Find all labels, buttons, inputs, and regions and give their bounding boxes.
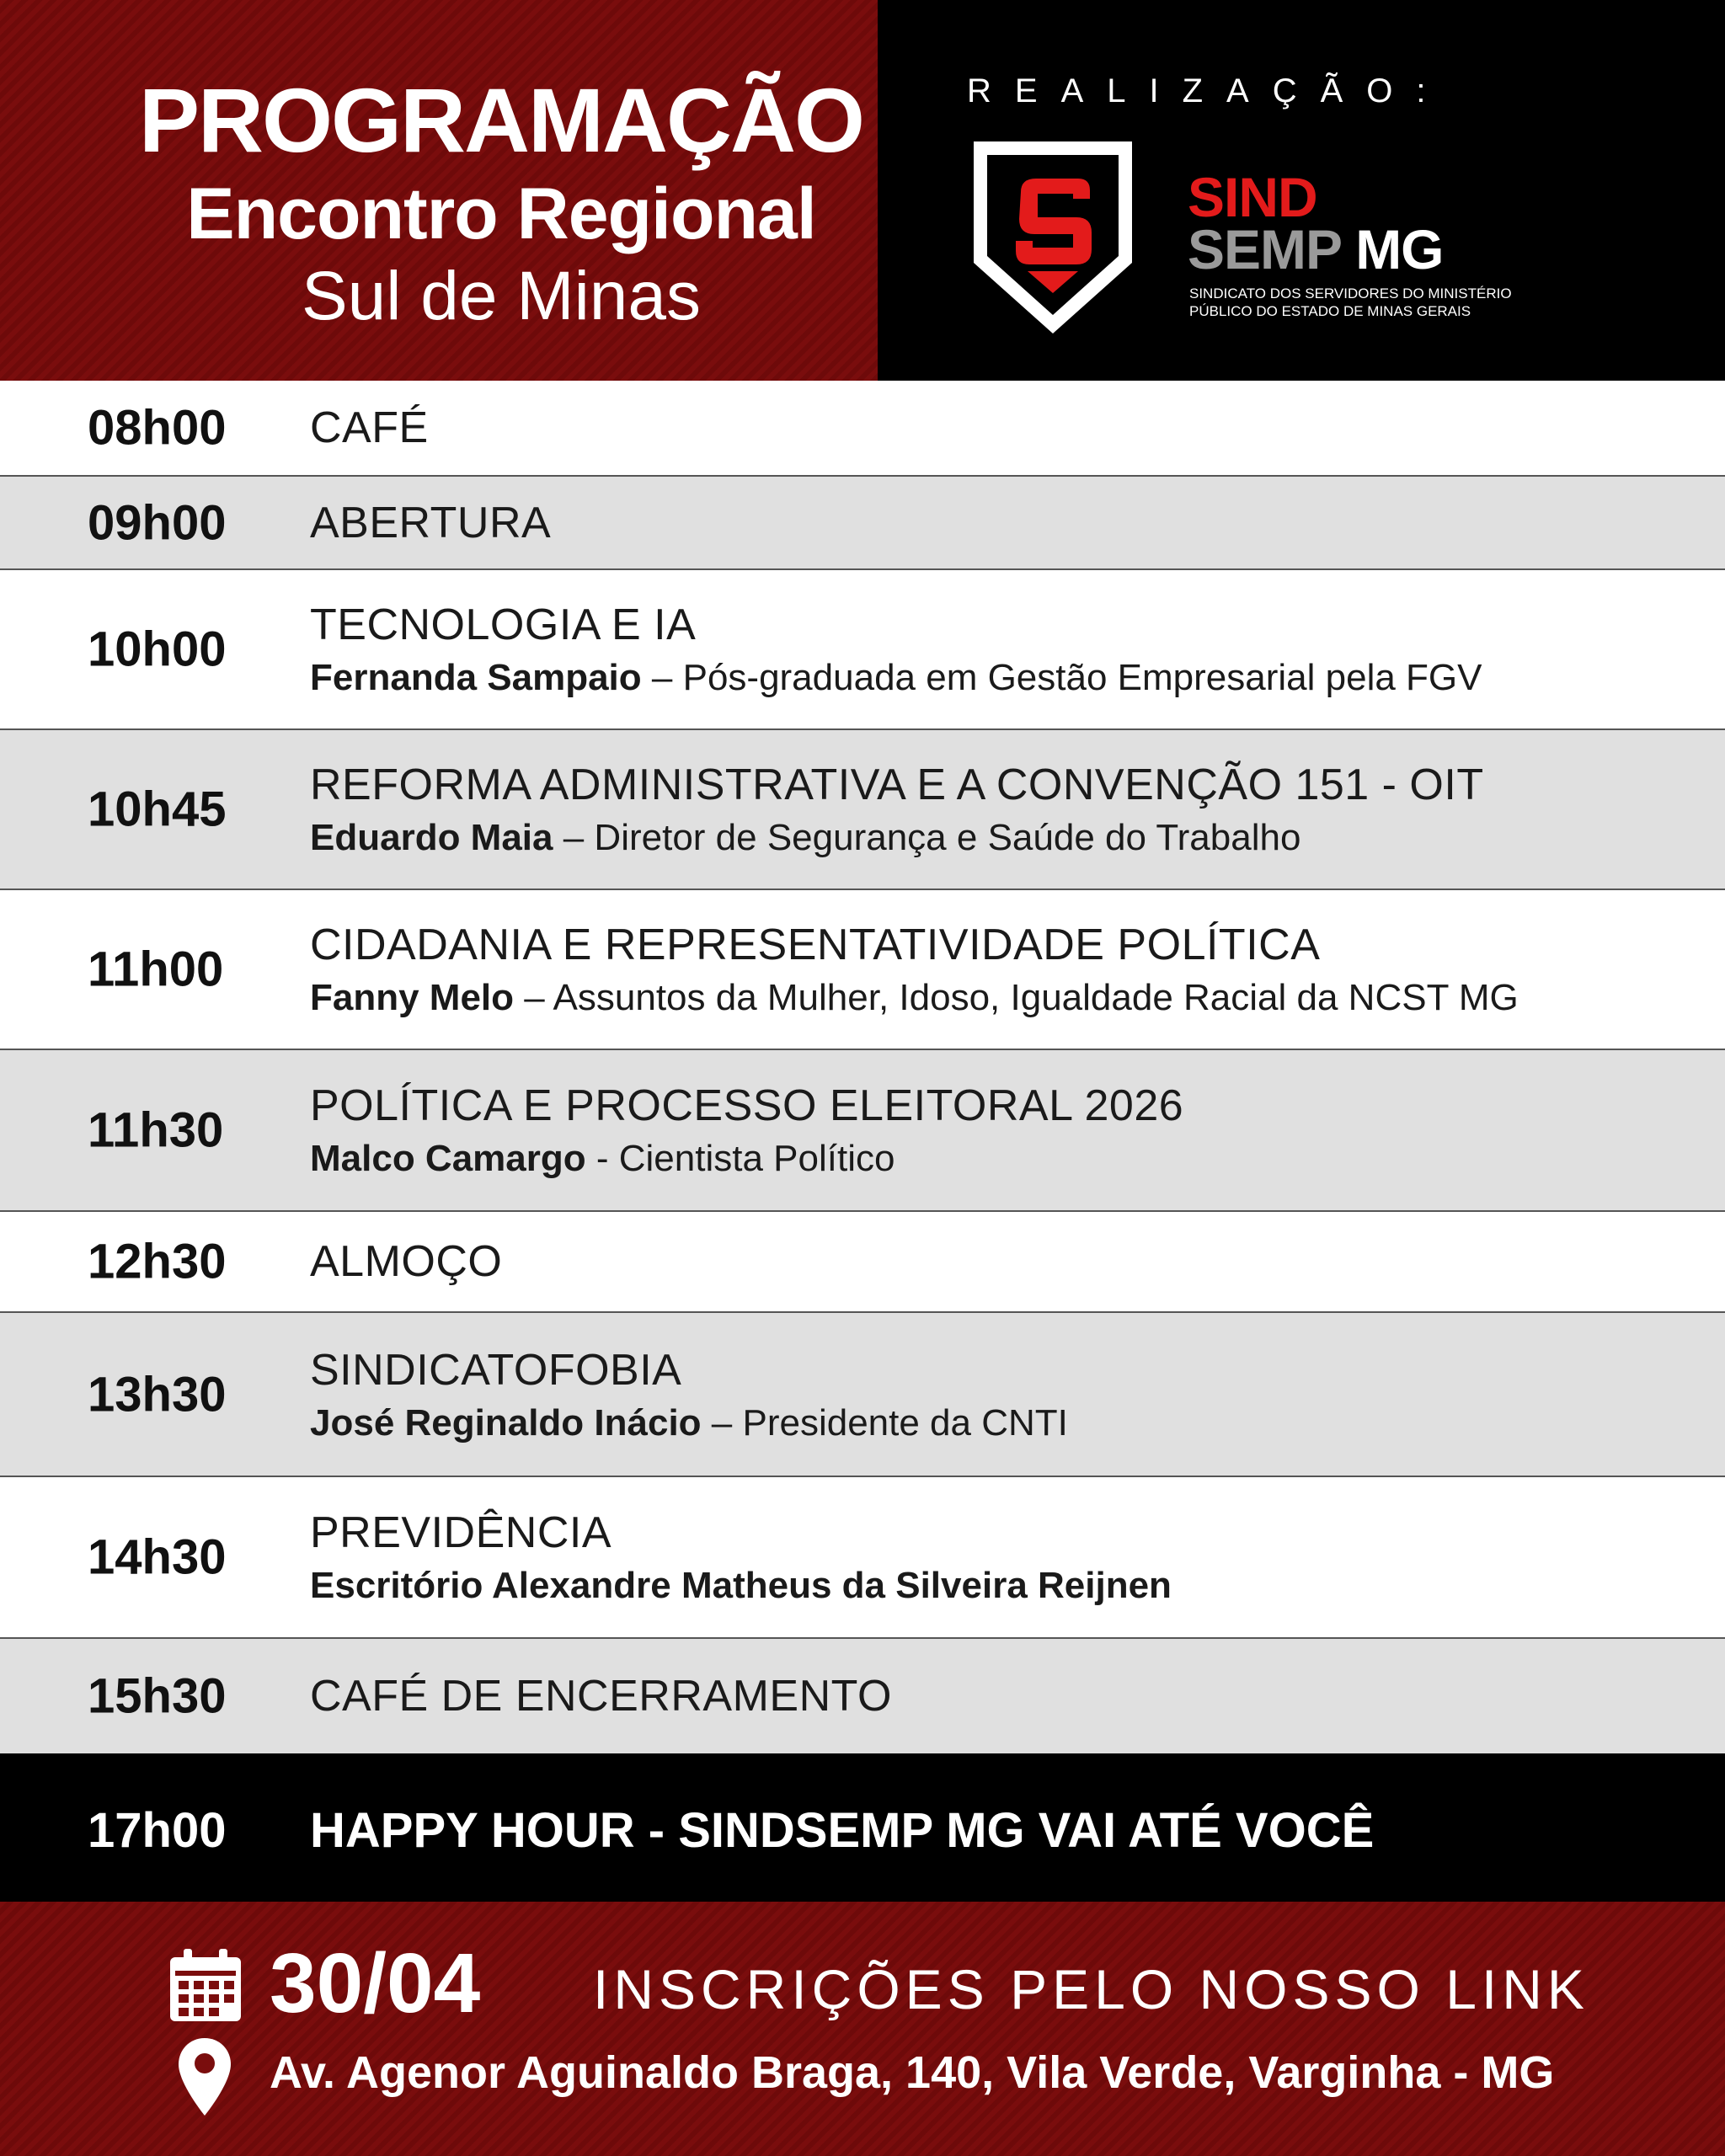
row-speaker: [310, 1138, 1183, 1180]
schedule-row: [0, 890, 1725, 1050]
row-content: [310, 600, 1482, 699]
speaker-role: – Diretor de Segurança e Saúde do Trabalho: [553, 817, 1301, 858]
speaker-name: Malco Camargo: [310, 1138, 586, 1179]
event-subtitle: Encontro Regional: [186, 173, 816, 254]
brand-semp: SEMP: [1188, 218, 1341, 280]
row-content: [310, 498, 551, 548]
speaker-name: Eduardo Maia: [310, 817, 553, 858]
organizer-block: [878, 0, 1725, 381]
schedule-row: [0, 1477, 1725, 1639]
event-address: Av. Agenor Aguinaldo Braga, 140, Vila Verde, Varginha - MG: [270, 2047, 1555, 2098]
event-date: 30/04: [270, 1936, 481, 2031]
row-time: 09h00: [88, 495, 227, 550]
schedule-row: [0, 1313, 1725, 1477]
row-speaker: [310, 1565, 1172, 1607]
row-topic: ABERTURA: [310, 498, 552, 547]
row-topic: SINDICATOFOBIA: [310, 1345, 682, 1395]
event-region: Sul de Minas: [301, 258, 702, 334]
brand-desc-line2: PÚBLICO DO ESTADO DE MINAS GERAIS: [1189, 303, 1471, 319]
row-content: [310, 1236, 502, 1287]
location-pin-icon: [177, 2036, 232, 2117]
calendar-icon: [167, 1947, 244, 2025]
row-speaker: [310, 1402, 1068, 1444]
title-block: [0, 0, 878, 381]
row-speaker: [310, 977, 1519, 1019]
row-topic: CIDADANIA E REPRESENTATIVIDADE POLÍTICA: [310, 921, 1321, 969]
header: [0, 0, 1725, 381]
brand-description: [1189, 285, 1526, 320]
sindsemp-shield-logo-icon: [969, 136, 1137, 339]
speaker-name: Escritório Alexandre Matheus da Silveira Reijnen: [310, 1565, 1172, 1606]
row-time: 08h00: [88, 400, 227, 456]
schedule-table: [0, 381, 1725, 1753]
row-topic: TECNOLOGIA E IA: [310, 600, 697, 649]
row-time: 12h30: [88, 1234, 227, 1289]
row-topic: REFORMA ADMINISTRATIVA E A CONVENÇÃO 151 - OIT: [310, 760, 1484, 809]
row-speaker: [310, 657, 1482, 699]
schedule-row: [0, 1212, 1725, 1313]
row-topic: CAFÉ DE ENCERRAMENTO: [310, 1672, 892, 1721]
brand-mg: MG: [1355, 218, 1444, 280]
schedule-row: [0, 730, 1725, 890]
speaker-role: - Cientista Político: [585, 1138, 895, 1179]
row-time: 11h00: [88, 942, 224, 997]
row-content: [310, 1081, 1183, 1180]
happy-hour-time: 17h00: [88, 1803, 227, 1858]
row-time: 10h00: [88, 622, 227, 677]
brand-name-line1: SIND: [1188, 166, 1317, 228]
registration-text: INSCRIÇÕES PELO NOSSO LINK: [593, 1958, 1589, 2020]
row-time: 14h30: [88, 1529, 227, 1585]
schedule-row: [0, 381, 1725, 477]
brand-desc-line1: SINDICATO DOS SERVIDORES DO MINISTÉRIO: [1189, 286, 1512, 302]
row-time: 11h30: [88, 1102, 224, 1158]
happy-hour-row: [0, 1753, 1725, 1902]
row-speaker: [310, 817, 1484, 859]
row-content: [310, 760, 1484, 859]
row-time: 15h30: [88, 1668, 227, 1724]
row-topic: ALMOÇO: [310, 1237, 503, 1286]
row-content: [310, 1671, 892, 1721]
row-content: [310, 1345, 1068, 1444]
schedule-row: [0, 477, 1725, 570]
speaker-name: José Reginaldo Inácio: [310, 1401, 702, 1444]
row-topic: PREVIDÊNCIA: [310, 1508, 612, 1557]
row-time: 10h45: [88, 782, 227, 837]
schedule-row: [0, 570, 1725, 730]
row-topic: CAFÉ: [310, 403, 429, 452]
row-topic: POLÍTICA E PROCESSO ELEITORAL 2026: [310, 1081, 1184, 1130]
happy-hour-label: HAPPY HOUR - SINDSEMP MG VAI ATÉ VOCÊ: [310, 1803, 1375, 1858]
speaker-role: – Assuntos da Mulher, Idoso, Igualdade Racial da NCST MG: [514, 977, 1519, 1018]
row-content: [310, 920, 1519, 1019]
schedule-row: [0, 1639, 1725, 1753]
organizer-label: REALIZAÇÃO:: [967, 72, 1450, 109]
speaker-role: – Pós-graduada em Gestão Empresarial pela FGV: [641, 657, 1482, 698]
speaker-name: Fernanda Sampaio: [310, 657, 642, 698]
speaker-name: Fanny Melo: [310, 977, 515, 1018]
row-time: 13h30: [88, 1367, 227, 1422]
schedule-row: [0, 1050, 1725, 1212]
row-content: [310, 403, 429, 453]
footer: [0, 1902, 1725, 2156]
page-title: PROGRAMAÇÃO: [139, 69, 863, 171]
brand-name-line2: [1188, 217, 1444, 281]
speaker-role: – Presidente da CNTI: [701, 1401, 1068, 1444]
row-content: [310, 1508, 1172, 1607]
